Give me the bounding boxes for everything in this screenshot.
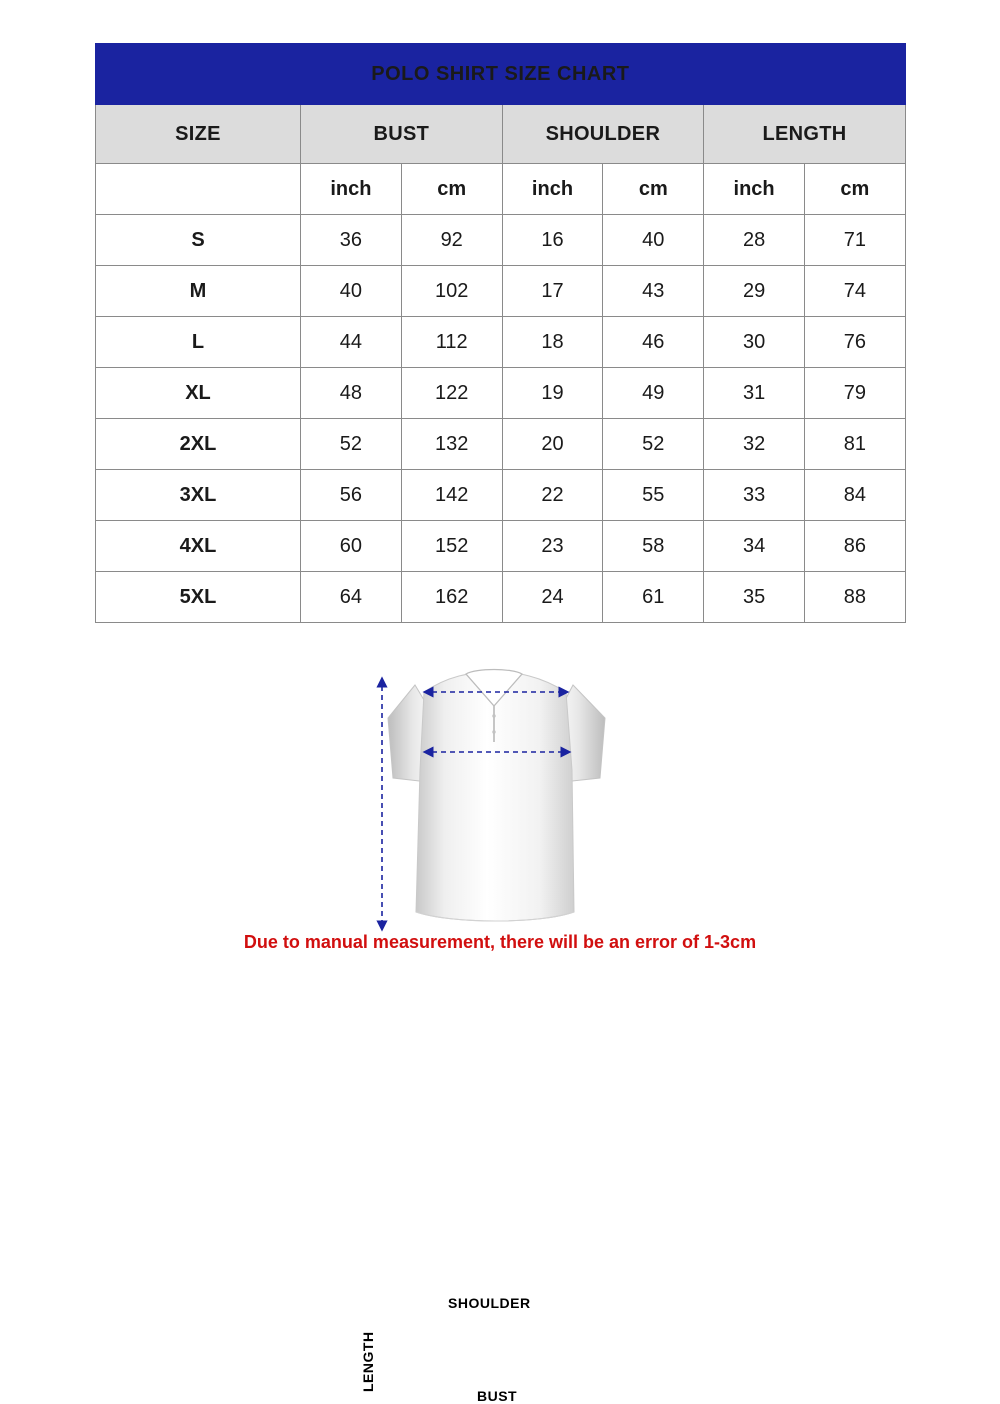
cell-shoulder-cm: 43 <box>603 266 704 317</box>
unit-shoulder-cm: cm <box>603 164 704 215</box>
cell-length-cm: 81 <box>804 419 905 470</box>
cell-bust-cm: 92 <box>401 215 502 266</box>
unit-length-inch: inch <box>704 164 805 215</box>
cell-length-inch: 31 <box>704 368 805 419</box>
header-bust: BUST <box>301 105 503 164</box>
cell-bust-cm: 102 <box>401 266 502 317</box>
table-row <box>96 215 906 266</box>
chart-title-row <box>96 44 906 105</box>
cell-bust-cm: 162 <box>401 572 502 623</box>
cell-bust-inch: 60 <box>301 521 402 572</box>
cell-shoulder-cm: 52 <box>603 419 704 470</box>
cell-bust-inch: 52 <box>301 419 402 470</box>
header-size: SIZE <box>96 105 301 164</box>
cell-size: S <box>96 215 301 266</box>
cell-size: M <box>96 266 301 317</box>
size-chart-container <box>95 43 905 623</box>
cell-shoulder-cm: 61 <box>603 572 704 623</box>
header-length: LENGTH <box>704 105 906 164</box>
length-measure-label: LENGTH <box>360 1331 376 1392</box>
cell-shoulder-inch: 23 <box>502 521 603 572</box>
cell-shoulder-inch: 24 <box>502 572 603 623</box>
cell-length-cm: 86 <box>804 521 905 572</box>
unit-header-blank <box>96 164 301 215</box>
table-row <box>96 470 906 521</box>
cell-bust-cm: 112 <box>401 317 502 368</box>
cell-size: 5XL <box>96 572 301 623</box>
cell-length-inch: 30 <box>704 317 805 368</box>
cell-length-inch: 34 <box>704 521 805 572</box>
cell-size: 4XL <box>96 521 301 572</box>
table-row <box>96 572 906 623</box>
cell-length-cm: 76 <box>804 317 905 368</box>
cell-shoulder-cm: 40 <box>603 215 704 266</box>
cell-bust-cm: 152 <box>401 521 502 572</box>
cell-shoulder-inch: 18 <box>502 317 603 368</box>
cell-bust-inch: 40 <box>301 266 402 317</box>
unit-header-row <box>96 164 906 215</box>
cell-shoulder-cm: 58 <box>603 521 704 572</box>
cell-shoulder-inch: 22 <box>502 470 603 521</box>
table-row <box>96 521 906 572</box>
cell-bust-inch: 36 <box>301 215 402 266</box>
cell-shoulder-cm: 49 <box>603 368 704 419</box>
table-row <box>96 368 906 419</box>
cell-length-inch: 33 <box>704 470 805 521</box>
measurement-note: Due to manual measurement, there will be an error of 1-3cm <box>243 932 757 952</box>
table-row <box>96 266 906 317</box>
cell-length-cm: 71 <box>804 215 905 266</box>
size-chart-table <box>95 43 906 623</box>
unit-bust-inch: inch <box>301 164 402 215</box>
bust-measure-label: BUST <box>477 1388 518 1404</box>
unit-length-cm: cm <box>804 164 905 215</box>
cell-length-cm: 79 <box>804 368 905 419</box>
unit-shoulder-inch: inch <box>502 164 603 215</box>
cell-length-inch: 28 <box>704 215 805 266</box>
page-title: POLO SHIRT SIZE CHART <box>96 44 906 105</box>
cell-length-cm: 74 <box>804 266 905 317</box>
cell-size: 2XL <box>96 419 301 470</box>
cell-length-inch: 29 <box>704 266 805 317</box>
header-shoulder: SHOULDER <box>502 105 704 164</box>
group-header-row <box>96 105 906 164</box>
cell-bust-cm: 142 <box>401 470 502 521</box>
unit-bust-cm: cm <box>401 164 502 215</box>
cell-length-inch: 35 <box>704 572 805 623</box>
shoulder-measure-label: SHOULDER <box>448 1295 531 1311</box>
cell-bust-inch: 44 <box>301 317 402 368</box>
cell-shoulder-inch: 16 <box>502 215 603 266</box>
cell-bust-inch: 56 <box>301 470 402 521</box>
cell-bust-cm: 122 <box>401 368 502 419</box>
cell-length-inch: 32 <box>704 419 805 470</box>
cell-shoulder-inch: 17 <box>502 266 603 317</box>
table-row <box>96 317 906 368</box>
cell-bust-cm: 132 <box>401 419 502 470</box>
cell-shoulder-cm: 46 <box>603 317 704 368</box>
cell-shoulder-inch: 20 <box>502 419 603 470</box>
table-row <box>96 419 906 470</box>
cell-length-cm: 88 <box>804 572 905 623</box>
cell-shoulder-cm: 55 <box>603 470 704 521</box>
cell-size: 3XL <box>96 470 301 521</box>
cell-length-cm: 84 <box>804 470 905 521</box>
cell-bust-inch: 48 <box>301 368 402 419</box>
cell-size: XL <box>96 368 301 419</box>
cell-shoulder-inch: 19 <box>502 368 603 419</box>
cell-bust-inch: 64 <box>301 572 402 623</box>
cell-size: L <box>96 317 301 368</box>
